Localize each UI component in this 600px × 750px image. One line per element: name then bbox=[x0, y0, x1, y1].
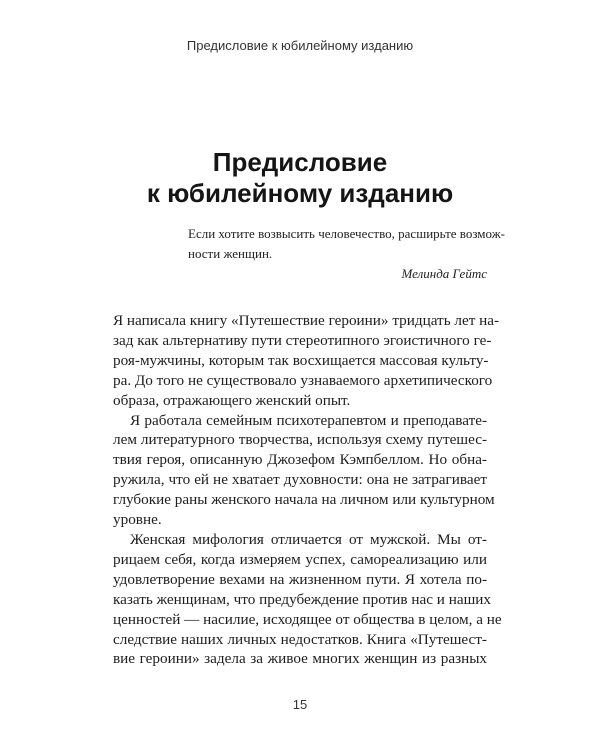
text-line: ценностей — насилие, исходящее от общества в целом, а не bbox=[113, 610, 502, 628]
text-line: глубокие раны женского начала на личном или культурном bbox=[113, 491, 495, 509]
epigraph bbox=[188, 224, 506, 284]
text-line: роя-мужчины, которым так восхищается массовая культу- bbox=[113, 351, 489, 369]
epigraph-line: ности женщин. bbox=[188, 245, 273, 261]
epigraph-author: Мелинда Гейтс bbox=[401, 266, 487, 281]
text-line: Я написала книгу «Путешествие героини» тридцать лет на- bbox=[113, 312, 500, 329]
text-line: следствие наших личных недостатков. Книга «Путешест- bbox=[113, 630, 487, 648]
text-line: рицаем себя, когда измеряем успех, самореализацию или bbox=[113, 550, 487, 568]
text-line: ра. До того не существовало узнаваемого архетипического bbox=[113, 371, 493, 389]
paragraph bbox=[113, 530, 502, 669]
epigraph-line: Если хотите возвысить человечество, расширьте возмож- bbox=[188, 226, 506, 241]
text-line: Женская мифология отличается от мужской. Мы от- bbox=[130, 530, 487, 548]
body-text bbox=[113, 311, 502, 669]
text-line: образа, отражающего женский опыт. bbox=[113, 391, 351, 409]
text-line: твия героя, описанную Джозефом Кэмпбеллом. Но обна- bbox=[113, 451, 487, 469]
text-line: ружила, что ей не хватает духовности: она не затрагивает bbox=[113, 471, 487, 489]
text-line: лем литературного творчества, используя схему путешес- bbox=[113, 431, 487, 449]
running-head: Предисловие к юбилейному изданию bbox=[186, 38, 414, 53]
text-line: Я работала семейным психотерапевтом и преподавате- bbox=[130, 411, 487, 429]
chapter-title-line: Предисловие bbox=[212, 147, 388, 177]
page-number: 15 bbox=[292, 697, 308, 712]
text-line: казать женщинам, что предубеждение против нас и наших bbox=[113, 590, 491, 608]
paragraph bbox=[113, 311, 500, 411]
text-line: уровне. bbox=[113, 511, 162, 529]
text-line: зад как альтернативу пути стереотипного эгоистичного ге- bbox=[113, 331, 492, 349]
text-line: удовлетворение вехами на жизненном пути. Я хотела по- bbox=[113, 570, 487, 588]
text-line: вие героини» задела за живое многих женщин из разных bbox=[113, 650, 487, 668]
paragraph bbox=[113, 411, 495, 530]
chapter-title bbox=[0, 147, 600, 209]
chapter-title-line: к юбилейному изданию bbox=[146, 178, 454, 208]
